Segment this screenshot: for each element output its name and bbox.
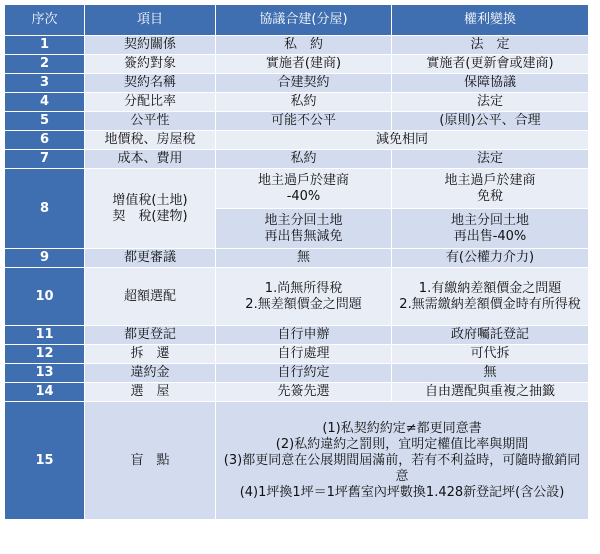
table-row bbox=[5, 326, 589, 345]
table-row bbox=[5, 249, 589, 268]
row-rights: 保障協議 bbox=[392, 74, 589, 93]
row-item: 契約名稱 bbox=[85, 74, 216, 93]
row-rights: (原則)公平、合理 bbox=[392, 112, 589, 131]
row-number: 13 bbox=[5, 364, 85, 383]
row-rights: 政府囑託登記 bbox=[392, 326, 589, 345]
row-coop: 私約 bbox=[216, 93, 392, 112]
row-coop: 無 bbox=[216, 249, 392, 268]
row-rights: 可代拆 bbox=[392, 345, 589, 364]
row-item: 簽約對象 bbox=[85, 55, 216, 74]
table-row bbox=[5, 150, 589, 169]
table-row bbox=[5, 55, 589, 74]
row-number: 3 bbox=[5, 74, 85, 93]
row-coop: 合建契約 bbox=[216, 74, 392, 93]
table-row bbox=[5, 345, 589, 364]
row-item: 增值稅(土地) 契 稅(建物) bbox=[85, 169, 216, 249]
row-coop: 1.尚無所得稅 2.無差額價金之問題 bbox=[216, 268, 392, 326]
row-rights-resale: 地主分回土地 再出售-40% bbox=[392, 209, 589, 249]
row-rights: 法定 bbox=[392, 93, 589, 112]
header-item: 項目 bbox=[85, 5, 216, 36]
table-row bbox=[5, 131, 589, 150]
row-item: 地價稅、房屋稅 bbox=[85, 131, 216, 150]
row-item: 都更審議 bbox=[85, 249, 216, 268]
row-number: 11 bbox=[5, 326, 85, 345]
header-row bbox=[5, 5, 589, 36]
row-item: 違約金 bbox=[85, 364, 216, 383]
row-coop: 自行約定 bbox=[216, 364, 392, 383]
row-coop-transfer: 地主過戶於建商 -40% bbox=[216, 169, 392, 209]
row-rights: 法定 bbox=[392, 150, 589, 169]
table-row bbox=[5, 112, 589, 131]
row-coop: 私約 bbox=[216, 150, 392, 169]
row-number: 2 bbox=[5, 55, 85, 74]
row-rights: 法 定 bbox=[392, 36, 589, 55]
row-number: 9 bbox=[5, 249, 85, 268]
blind-spots-list bbox=[216, 402, 589, 520]
row-rights: 有(公權力介力) bbox=[392, 249, 589, 268]
header-seq: 序次 bbox=[5, 5, 85, 36]
row-item: 拆 遷 bbox=[85, 345, 216, 364]
row-item: 選 屋 bbox=[85, 383, 216, 402]
row-number: 5 bbox=[5, 112, 85, 131]
row-rights: 自由選配與重複之抽籤 bbox=[392, 383, 589, 402]
blind-spot-item: (3)都更同意在公展期間屆滿前，若有不利益時，可隨時撤銷同意 bbox=[223, 452, 581, 484]
row-item: 分配比率 bbox=[85, 93, 216, 112]
table-row bbox=[5, 74, 589, 93]
row-item: 超額選配 bbox=[85, 268, 216, 326]
table-row bbox=[5, 402, 589, 520]
row-rights-transfer: 地主過戶於建商 免稅 bbox=[392, 169, 589, 209]
row-rights: 實施者(更新會或建商) bbox=[392, 55, 589, 74]
row-number: 14 bbox=[5, 383, 85, 402]
row-number: 1 bbox=[5, 36, 85, 55]
header-coop: 協議合建(分屋) bbox=[216, 5, 392, 36]
table-row bbox=[5, 169, 589, 209]
row-number: 15 bbox=[5, 402, 85, 520]
row-coop-resale: 地主分回土地 再出售無減免 bbox=[216, 209, 392, 249]
row-item: 契約關係 bbox=[85, 36, 216, 55]
table-row bbox=[5, 364, 589, 383]
blind-spot-item: (4)1坪換1坪＝1坪舊室內坪數換1.428新登記坪(含公設) bbox=[239, 484, 565, 500]
row-number: 12 bbox=[5, 345, 85, 364]
row-number: 8 bbox=[5, 169, 85, 249]
row-coop: 實施者(建商) bbox=[216, 55, 392, 74]
row-number: 10 bbox=[5, 268, 85, 326]
row-item: 都更登記 bbox=[85, 326, 216, 345]
row-rights: 1.有繳納差額價金之問題 2.無需繳納差額價金時有所得稅 bbox=[392, 268, 589, 326]
row-number: 4 bbox=[5, 93, 85, 112]
row-merged-value: 減免相同 bbox=[216, 131, 589, 150]
row-item: 成本、費用 bbox=[85, 150, 216, 169]
row-coop: 可能不公平 bbox=[216, 112, 392, 131]
row-coop: 自行申辦 bbox=[216, 326, 392, 345]
row-number: 7 bbox=[5, 150, 85, 169]
table-row bbox=[5, 36, 589, 55]
header-rights: 權利變換 bbox=[392, 5, 589, 36]
blind-spot-item: (2)私約違約之罰則，宜明定權值比率與期間 bbox=[275, 436, 529, 452]
row-number: 6 bbox=[5, 131, 85, 150]
table-row bbox=[5, 268, 589, 326]
table-row bbox=[5, 93, 589, 112]
row-coop: 自行處理 bbox=[216, 345, 392, 364]
table-row bbox=[5, 383, 589, 402]
row-coop: 先簽先選 bbox=[216, 383, 392, 402]
row-rights: 無 bbox=[392, 364, 589, 383]
row-coop: 私 約 bbox=[216, 36, 392, 55]
row-item: 盲 點 bbox=[85, 402, 216, 520]
comparison-table bbox=[4, 4, 589, 520]
row-item: 公平性 bbox=[85, 112, 216, 131]
blind-spot-item: (1)私契約約定≠都更同意書 bbox=[322, 420, 482, 436]
